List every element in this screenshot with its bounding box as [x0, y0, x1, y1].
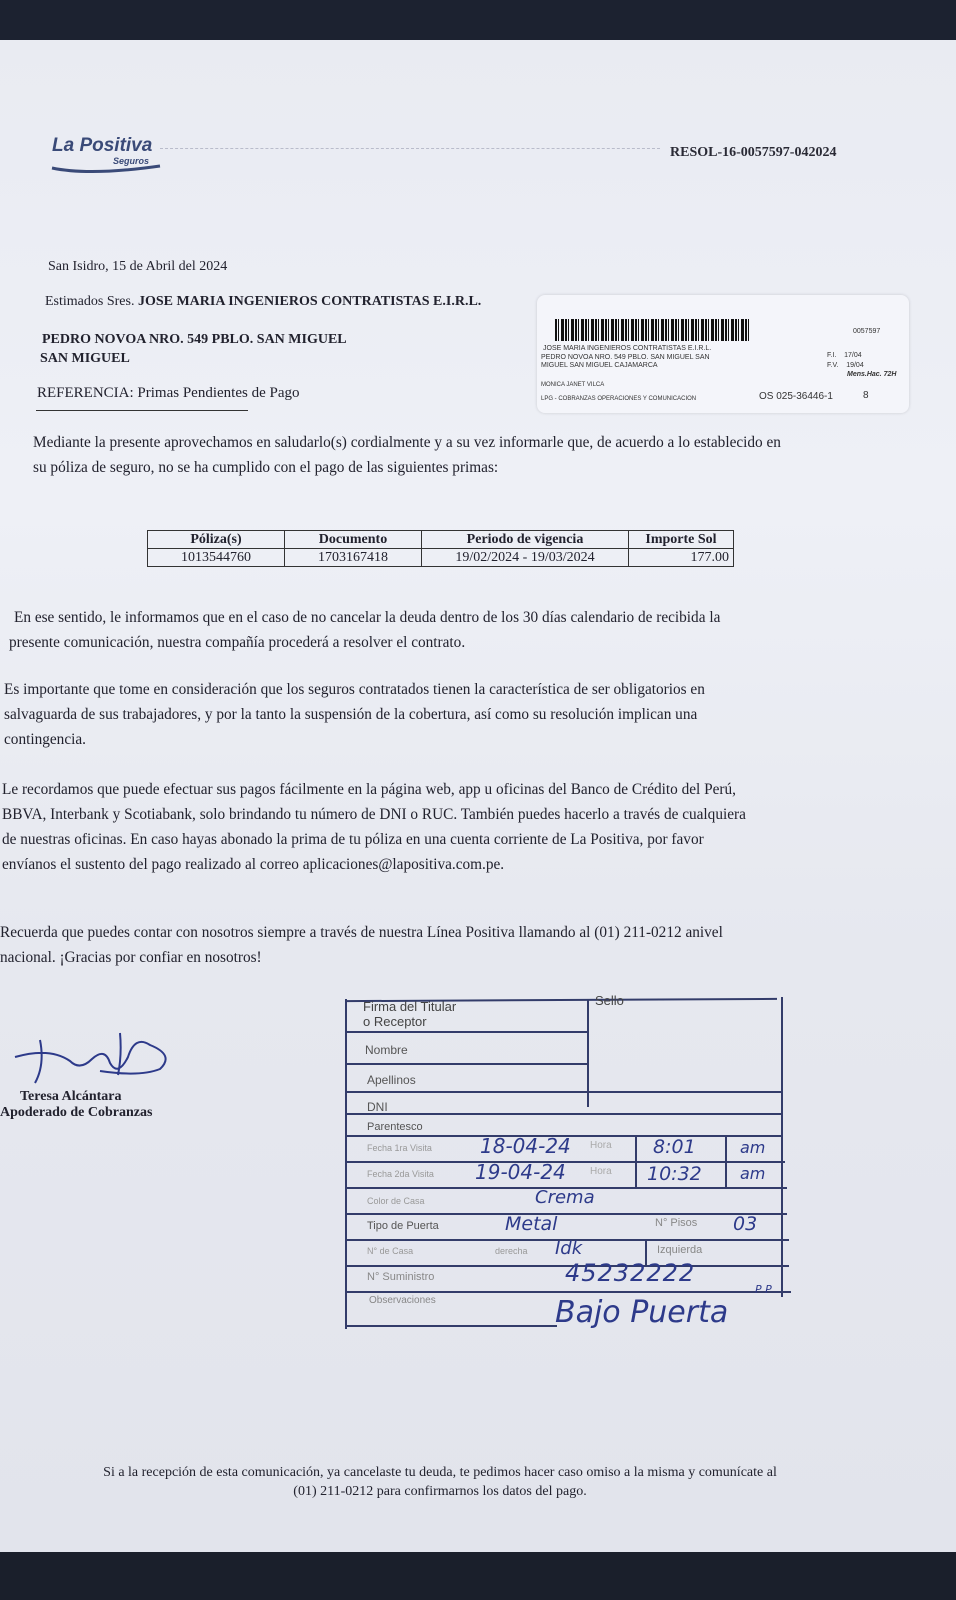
- header-divider: [160, 148, 660, 149]
- field-fecha2: Fecha 2da Visita: [367, 1169, 434, 1179]
- field-apellidos: Apellinos: [367, 1073, 416, 1087]
- handwritten-fecha2: 19-04-24: [475, 1160, 566, 1184]
- field-tipo-puerta: Tipo de Puerta: [367, 1220, 439, 1232]
- field-parentesco: Parentesco: [367, 1121, 423, 1133]
- label-dept: LPG - COBRANZAS OPERACIONES Y COMUNICACION: [541, 396, 697, 402]
- label-code: 0057597: [853, 328, 881, 335]
- table-row: [148, 549, 734, 567]
- label-os: OS 025-36446-1: [759, 391, 833, 402]
- field-suministro: N° Suministro: [367, 1271, 435, 1283]
- label-contact: MONICA JANET VILCA: [541, 382, 605, 388]
- footer-note: Si a la recepción de esta comunicación, ya cancelaste tu deuda, te pedimos hacer caso omiso a la misma y comunícate al (01) 211-0212 para confirmarnos los datos del pago.: [103, 1465, 777, 1499]
- signer-title: Apoderado de Cobranzas: [0, 1105, 153, 1120]
- field-sello: Sello: [595, 993, 624, 1008]
- courier-label: [537, 295, 909, 413]
- handwritten-ampm2: am: [740, 1164, 766, 1183]
- field-nombre: Nombre: [365, 1043, 408, 1057]
- field-izquierda: Izquierda: [657, 1244, 703, 1256]
- delivery-form: [355, 993, 800, 1353]
- date-line: San Isidro, 15 de Abril del 2024: [48, 259, 228, 274]
- signer-name: Teresa Alcántara: [20, 1089, 122, 1104]
- field-derecha: derecha: [495, 1246, 528, 1256]
- field-fecha1: Fecha 1ra Visita: [367, 1143, 432, 1153]
- table-cell: 19/02/2024 - 19/03/2024: [422, 549, 629, 567]
- reference: REFERENCIA: Primas Pendientes de Pago: [37, 385, 300, 401]
- field-pisos: N° Pisos: [655, 1217, 698, 1229]
- label-address-2: MIGUEL SAN MIGUEL CAJAMARCA: [541, 362, 658, 369]
- resolution-code: RESOL-16-0057597-042024: [670, 145, 837, 160]
- field-color: Color de Casa: [367, 1196, 425, 1206]
- paragraph-importance: Es importante que tome en consideración que los seguros contratados tienen la característica de ser obligatorios en salvaguarda de sus trabajadores, y por la tanto la suspensión de la cobertura, así como su resolución implican una contingencia.: [4, 681, 705, 748]
- column-header: Documento: [285, 531, 422, 549]
- premiums-table: [147, 530, 734, 567]
- handwritten-pisos: 03: [733, 1213, 758, 1235]
- signature-image: [10, 1025, 180, 1090]
- field-observaciones: Observaciones: [369, 1295, 436, 1306]
- handwritten-observaciones: Bajo Puerta: [555, 1295, 729, 1330]
- background-strip: [0, 1552, 956, 1600]
- column-header: Periodo de vigencia: [422, 531, 629, 549]
- address-line-2: SAN MIGUEL: [40, 351, 130, 366]
- handwritten-fecha1: 18-04-24: [480, 1134, 571, 1158]
- label-address-1: PEDRO NOVOA NRO. 549 PBLO. SAN MIGUEL SAN: [541, 354, 710, 361]
- reference-underline: [36, 410, 248, 411]
- column-header: Importe Sol: [629, 531, 734, 549]
- label-os-number: 8: [863, 390, 869, 401]
- logo-swoosh-icon: [50, 160, 170, 178]
- field-hora1: Hora: [590, 1140, 612, 1151]
- greeting: [45, 293, 481, 310]
- handwritten-puerta: Metal: [505, 1213, 558, 1235]
- label-fi: F.I. 17/04: [827, 352, 862, 359]
- table-cell: 1013544760: [148, 549, 285, 567]
- table-cell: 1703167418: [285, 549, 422, 567]
- barcode-icon: [555, 319, 750, 341]
- field-firma: Firma del Titular o Receptor: [363, 999, 457, 1029]
- company-logo: La Positiva: [52, 135, 153, 156]
- table-header-row: [148, 531, 734, 549]
- handwritten-pp: P P: [755, 1283, 772, 1296]
- handwritten-color: Crema: [535, 1187, 595, 1208]
- handwritten-suministro: 45232222: [565, 1259, 696, 1287]
- label-mens: Mens.Hac. 72H: [847, 371, 897, 378]
- company-logo-sub: Seguros: [113, 156, 150, 166]
- label-fv: F.V. 19/04: [827, 362, 864, 369]
- intro-paragraph: Mediante la presente aprovechamos en saludarlo(s) cordialmente y a su vez informarle que, de acuerdo a lo establecido en su póliza de seguro, no se ha cumplido con el pago de las siguientes primas:: [33, 434, 781, 476]
- recipient-company: JOSE MARIA INGENIEROS CONTRATISTAS E.I.R.L.: [137, 294, 482, 309]
- paragraph-contact: Recuerda que puedes contar con nosotros siempre a través de nuestra Línea Positiva llamando al (01) 211-0212 anivel nacional. ¡Gracias por confiar en nosotros!: [0, 924, 723, 966]
- handwritten-hora1: 8:01: [653, 1136, 696, 1158]
- handwritten-hora2: 10:32: [647, 1163, 702, 1185]
- column-header: Póliza(s): [148, 531, 285, 549]
- label-company: JOSE MARIA INGENIEROS CONTRATISTAS E.I.R.L.: [543, 345, 712, 352]
- field-hora2: Hora: [590, 1166, 612, 1177]
- paragraph-deadline: En ese sentido, le informamos que en el caso de no cancelar la deuda dentro de los 30 días calendario de recibida la presente comunicación, nuestra compañía procederá a resolver el contrato.: [9, 609, 721, 651]
- field-nro-casa: N° de Casa: [367, 1246, 414, 1256]
- handwritten-casa: Idk: [555, 1238, 583, 1259]
- paragraph-payment: Le recordamos que puede efectuar sus pagos fácilmente en la página web, app u oficinas del Banco de Crédito del Perú, BBVA, Interbank y Scotiabank, solo brindando tu número de DNI o RUC. También puedes hacerlo a través de cualquiera de nuestras oficinas. En caso hayas abonado la prima de tu póliza en una cuenta corriente de La Positiva, por favor envíanos el sustento del pago realizado al correo aplicaciones@lapositiva.com.pe.: [2, 781, 746, 873]
- address-line-1: PEDRO NOVOA NRO. 549 PBLO. SAN MIGUEL: [42, 332, 347, 347]
- table-cell: 177.00: [629, 549, 734, 567]
- handwritten-ampm1: am: [740, 1138, 766, 1157]
- field-dni: DNI: [367, 1100, 388, 1114]
- greeting-prefix: Estimados Sres.: [45, 294, 135, 309]
